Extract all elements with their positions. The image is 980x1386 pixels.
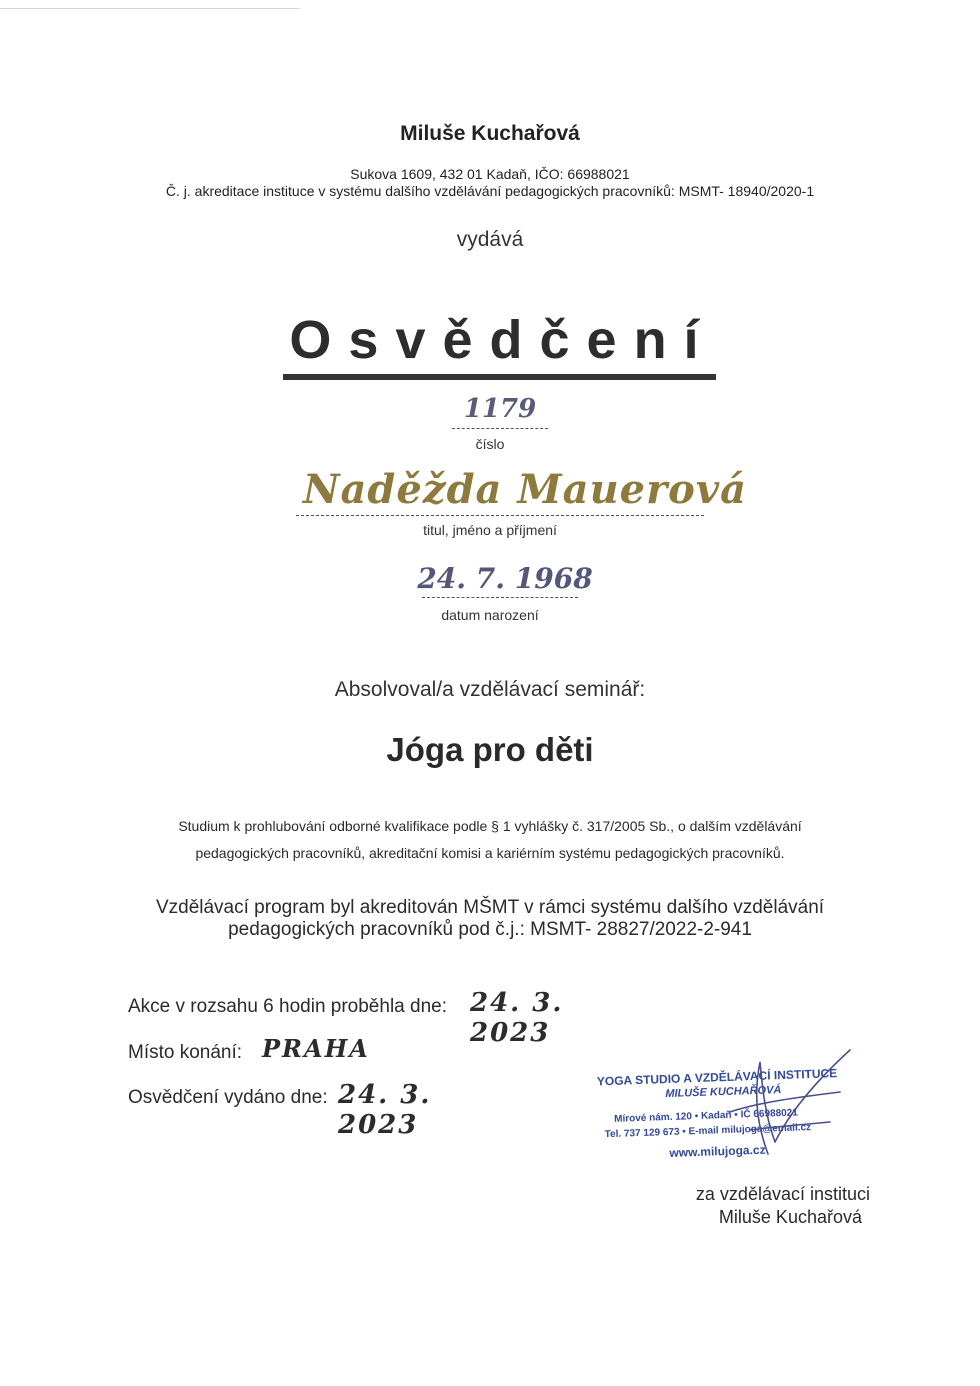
certificate-title-block — [283, 307, 716, 380]
stamp-line-1: YOGA STUDIO A VZDĚLÁVACÍ INSTITUCE — [596, 1066, 838, 1089]
event-date-handwritten: 24. 3. 2023 — [470, 988, 564, 1048]
holder-name-handwritten: Naděžda Mauerová — [302, 466, 748, 513]
holder-name-label: titul, jméno a příjmení — [423, 522, 557, 538]
study-text-line-1: Studium k prohlubování odborné kvalifikace podle § 1 vyhlášky č. 317/2005 Sb., o dalším vzdělávání — [178, 818, 802, 834]
stamp-line-5: www.milujoga.cz — [669, 1142, 766, 1160]
seminar-title: Jóga pro děti — [386, 731, 594, 768]
number-dotted-line — [452, 428, 548, 429]
footer-signer-name: Miluše Kuchařová — [718, 1207, 862, 1227]
stamp-line-3: Mírové nám. 120 • Kadaň • IČ 66988021 — [613, 1107, 799, 1125]
top-edge-line — [0, 8, 300, 9]
program-accreditation-line-1: Vzdělávací program byl akreditován MŠMT v rámci systému dalšího vzdělávání — [155, 897, 825, 918]
number-label: číslo — [475, 436, 505, 452]
signature-drawing — [690, 1042, 870, 1162]
issuer-name: Miluše Kuchařová — [400, 122, 580, 145]
program-accreditation-line-2: pedagogických pracovníků pod č.j.: MSMT- 28827/2022-2-941 — [228, 919, 752, 940]
study-text-line-2: pedagogických pracovníků, akreditační komisi a kariérním systému pedagogických pracovníků. — [195, 845, 785, 861]
event-place-handwritten: PRAHA — [262, 1034, 370, 1063]
birth-date-handwritten: 24. 7. 1968 — [417, 562, 593, 595]
event-place-label: Místo konání: — [128, 1042, 243, 1063]
footer-institution-line: za vzdělávací instituci — [695, 1184, 870, 1204]
title-underline — [283, 374, 716, 380]
birth-date-dotted-line — [422, 597, 578, 598]
completed-seminar-label: Absolvoval/a vzdělávací seminář: — [334, 678, 646, 701]
name-dotted-line — [296, 515, 704, 516]
birth-date-label: datum narození — [441, 607, 539, 623]
issuer-address: Sukova 1609, 432 01 Kadaň, IČO: 66988021 — [350, 166, 630, 182]
event-date-label: Akce v rozsahu 6 hodin proběhla dne: — [128, 996, 447, 1017]
certificate-title: Osvědčení — [289, 310, 716, 370]
issued-date-label: Osvědčení vydáno dne: — [128, 1087, 328, 1108]
institution-accreditation: Č. j. akreditace instituce v systému dalšího vzdělávání pedagogických pracovníků: MSMT- 18940/2020-1 — [165, 183, 815, 199]
stamp-line-4: Tel. 737 129 673 • E-mail milujoga@email.cz — [604, 1122, 812, 1141]
stamp-line-2: MILUŠE KUCHAŘOVÁ — [665, 1084, 782, 1101]
issued-date-handwritten: 24. 3. 2023 — [338, 1080, 432, 1140]
certificate-number-handwritten: 1179 — [463, 394, 537, 424]
issues-word: vydává — [456, 228, 524, 251]
